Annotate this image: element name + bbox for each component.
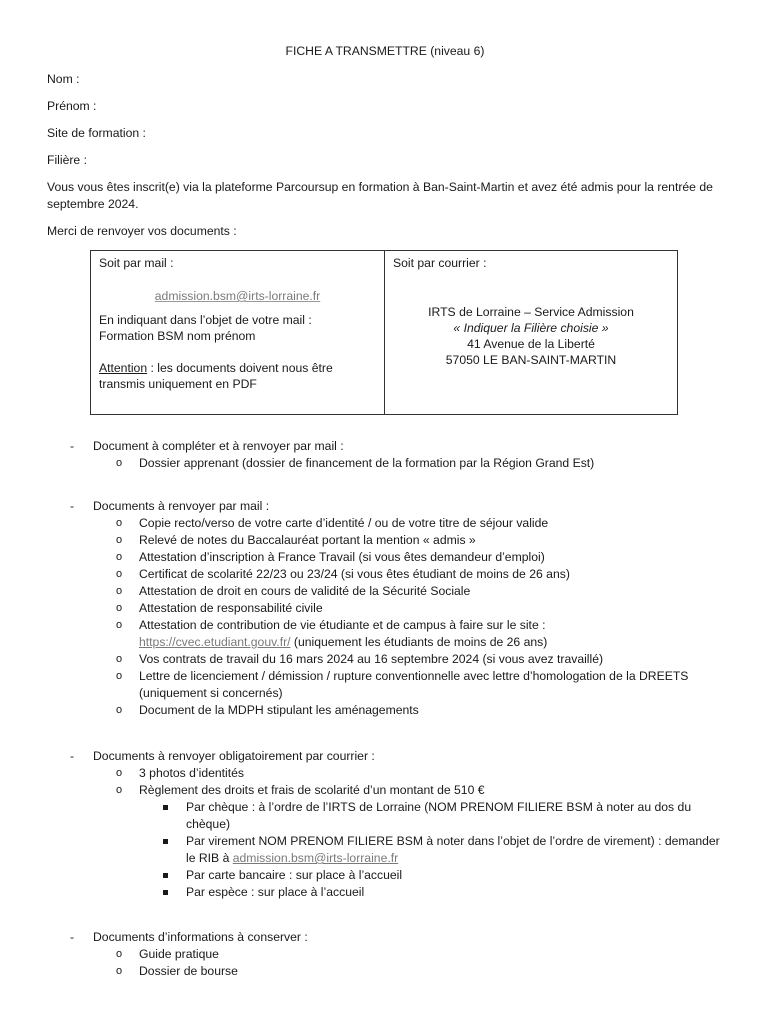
circle-bullet-icon: o xyxy=(116,653,123,665)
payment-item-cheque: Par chèque : à l’ordre de l’IRTS de Lorraine (NOM PRENOM FILIERE BSM à noter au dos du chèque) xyxy=(139,799,730,833)
circle-bullet-icon: o xyxy=(116,551,123,563)
section-conserver xyxy=(70,929,730,980)
courrier-line-1: IRTS de Lorraine – Service Admission xyxy=(428,305,634,319)
dash-bullet: - xyxy=(70,930,75,944)
mail-object-1: En indiquant dans l’objet de votre mail : xyxy=(99,313,312,327)
page-title: FICHE A TRANSMETTRE (niveau 6) xyxy=(285,44,485,58)
section-heading: Documents d’informations à conserver : xyxy=(93,930,308,944)
list-item: o Règlement des droits et frais de scolarité d’un montant de 510 € Par chèque : à l’ordre de l’IRTS de Lorraine (NOM PRENOM FILIERE BSM à noter au dos du chèque) Par virement NOM PRENOM FILIERE BSM à noter dans l’objet de l’ordre de virement) : demander le RIB à admission.bsm@irts-lorraine.fr Par carte bancaire : sur place à l’accueil Par espèce : sur place à l’accueil xyxy=(70,782,730,901)
section-courrier xyxy=(70,748,730,901)
circle-bullet-icon: o xyxy=(116,534,123,546)
list-item: o Attestation d’inscription à France Travail (si vous êtes demandeur d’emploi) xyxy=(116,550,545,564)
list-item-cvec: o Attestation de contribution de vie étudiante et de campus à faire sur le site : https://cvec.etudiant.gouv.fr/ (uniquement les étudiants de moins de 26 ans) xyxy=(116,618,548,649)
circle-bullet-icon: o xyxy=(116,585,123,597)
list-item: o 3 photos d’identités xyxy=(116,766,245,780)
attention-word: Attention xyxy=(99,361,148,375)
list-item: o Certificat de scolarité 22/23 ou 23/24 (si vous êtes étudiant de moins de 26 ans) xyxy=(116,567,570,581)
courrier-cell xyxy=(385,251,678,415)
mail-object-2: Formation BSM nom prénom xyxy=(99,329,256,343)
circle-bullet-icon: o xyxy=(116,784,123,796)
courrier-line-2: « Indiquer la Filière choisie » xyxy=(453,321,609,335)
circle-bullet-icon: o xyxy=(116,704,123,716)
field-nom: Nom : xyxy=(47,72,80,86)
dash-bullet: - xyxy=(70,439,75,453)
section-heading: Documents à renvoyer par mail : xyxy=(93,499,270,513)
list-item: o Dossier apprenant (dossier de financement de la formation par la Région Grand Est) xyxy=(116,456,595,470)
circle-bullet-icon: o xyxy=(116,948,123,960)
square-bullet-icon xyxy=(163,890,168,895)
mail-address-link[interactable]: admission.bsm@irts-lorraine.fr xyxy=(154,289,321,303)
square-bullet-icon xyxy=(163,805,168,810)
section-completer xyxy=(70,438,730,472)
section-mail xyxy=(70,498,730,719)
field-prenom: Prénom : xyxy=(47,99,97,113)
circle-bullet-icon: o xyxy=(116,568,123,580)
square-bullet-icon xyxy=(163,839,168,844)
mail-head: Soit par mail : xyxy=(99,256,174,270)
list-item: o Relevé de notes du Baccalauréat portant la mention « admis » xyxy=(116,533,476,547)
list-item: o Guide pratique xyxy=(116,947,219,961)
list-item: o Dossier de bourse xyxy=(116,964,238,978)
circle-bullet-icon: o xyxy=(116,457,123,469)
list-item: o Lettre de licenciement / démission / rupture conventionnelle avec lettre d’homologation de la DREETS (uniquement si concernés) xyxy=(116,669,689,700)
circle-bullet-icon: o xyxy=(116,767,123,779)
square-bullet-icon xyxy=(163,873,168,878)
list-item: o Attestation de droit en cours de validité de la Sécurité Sociale xyxy=(116,584,471,598)
dash-bullet: - xyxy=(70,499,75,513)
circle-bullet-icon: o xyxy=(116,670,123,682)
circle-bullet-icon: o xyxy=(116,965,123,977)
circle-bullet-icon: o xyxy=(116,517,123,529)
section-heading: Document à compléter et à renvoyer par mail : xyxy=(93,439,344,453)
merci-line: Merci de renvoyer vos documents : xyxy=(47,224,237,238)
payment-item-espece: Par espèce : sur place à l’accueil xyxy=(139,884,730,901)
attention-rest: : les documents doivent nous être transmis uniquement en PDF xyxy=(99,361,333,391)
payment-item-carte: Par carte bancaire : sur place à l’accueil xyxy=(139,867,730,884)
field-site: Site de formation : xyxy=(47,126,146,140)
courrier-line-3: 41 Avenue de la Liberté xyxy=(467,337,595,351)
list-item: o Document de la MDPH stipulant les aménagements xyxy=(116,703,419,717)
list-item: o Vos contrats de travail du 16 mars 2024 au 16 septembre 2024 (si vous avez travaillé) xyxy=(116,652,604,666)
field-filiere: Filière : xyxy=(47,153,87,167)
dash-bullet: - xyxy=(70,749,75,763)
send-methods-table xyxy=(90,250,678,415)
circle-bullet-icon: o xyxy=(116,619,123,631)
courrier-line-4: 57050 LE BAN-SAINT-MARTIN xyxy=(445,353,617,367)
mail-cell xyxy=(91,251,385,415)
payment-item-virement: Par virement NOM PRENOM FILIERE BSM à noter dans l’objet de l’ordre de virement) : demander le RIB à admission.bsm@irts-lorraine.fr xyxy=(139,833,730,867)
list-item: o Copie recto/verso de votre carte d’identité / ou de votre titre de séjour valide xyxy=(116,516,549,530)
circle-bullet-icon: o xyxy=(116,602,123,614)
list-item: o Attestation de responsabilité civile xyxy=(116,601,323,615)
attention-note xyxy=(99,360,376,392)
intro-paragraph: Vous vous êtes inscrit(e) via la plateforme Parcoursup en formation à Ban-Saint-Martin et avez été admis pour la rentrée de septembre 2024. xyxy=(47,180,713,211)
rib-mail-link[interactable]: admission.bsm@irts-lorraine.fr xyxy=(232,851,399,865)
courrier-address xyxy=(393,304,669,368)
courrier-head: Soit par courrier : xyxy=(393,256,487,270)
section-heading: Documents à renvoyer obligatoirement par courrier : xyxy=(93,749,375,763)
cvec-link[interactable]: https://cvec.etudiant.gouv.fr/ xyxy=(139,635,291,649)
